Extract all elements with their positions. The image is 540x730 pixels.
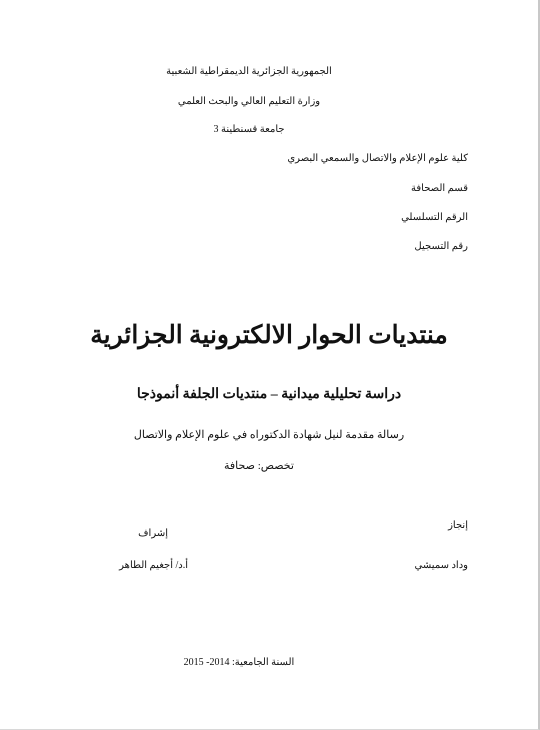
registration-number-label: رقم التسجيل <box>414 241 468 252</box>
university-header: جامعة قسنطينة 3 <box>213 124 285 135</box>
academic-year: السنة الجامعية: 2014- 2015 <box>183 657 295 668</box>
supervisor-label: إشراف <box>138 528 168 539</box>
author-name: وداد سميشي <box>414 560 468 571</box>
thesis-subtitle: دراسة تحليلية ميدانية – منتديات الجلفة أنموذجا <box>136 387 402 402</box>
ministry-header: وزارة التعليم العالي والبحث العلمي <box>177 96 321 107</box>
supervisor-name: أ.د/ أجغيم الطاهر <box>119 560 188 571</box>
thesis-title: منتديات الحوار الالكترونية الجزائرية <box>90 322 448 349</box>
prepared-by-label: إنجاز <box>448 520 468 531</box>
faculty-label: كلية علوم الإعلام والاتصال والسمعي البصري <box>287 153 468 164</box>
thesis-specialty: تخصص: صحافة <box>224 460 294 472</box>
thesis-description: رسالة مقدمة لنيل شهادة الدكتوراه في علوم الإعلام والاتصال <box>133 429 405 441</box>
department-label: قسم الصحافة <box>411 183 468 194</box>
serial-number-label: الرقم التسلسلي <box>401 212 468 223</box>
republic-header: الجمهورية الجزائرية الديمقراطية الشعبية <box>166 66 332 77</box>
